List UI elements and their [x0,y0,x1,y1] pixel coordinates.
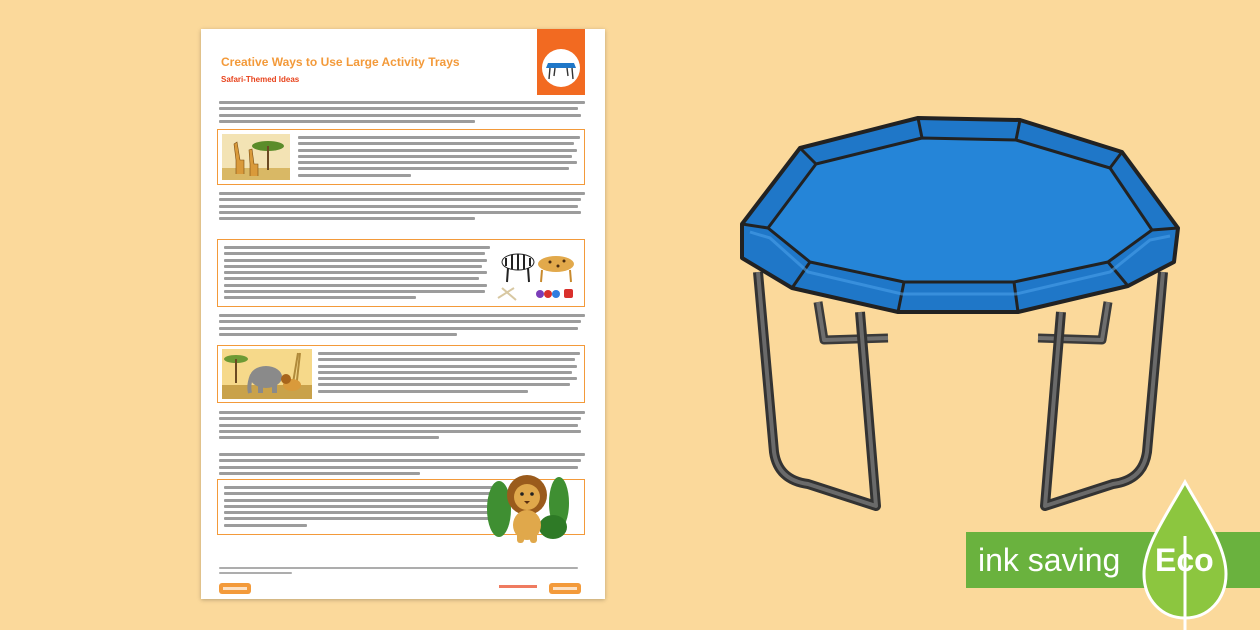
paragraph-4 [219,411,585,442]
activity-tray-icon [542,49,580,87]
idea-box-2-text [224,246,490,303]
paragraph-2 [219,192,585,223]
zebra-and-cheetah-icon [494,242,582,304]
idea-box-1-text [298,136,580,180]
idea-box-2 [217,239,585,307]
header-tab [537,29,585,95]
publisher-logo-left [219,581,251,592]
sheet-title: Creative Ways to Use Large Activity Trays [221,55,460,69]
giraffes-icon [222,134,290,180]
header-tab-circle [542,49,580,87]
idea-box-3-text [318,352,580,396]
idea-box-4-text [224,486,500,530]
idea-box-3 [217,345,585,403]
sheet-footnote [219,567,585,576]
ink-saving-label: ink saving [978,542,1121,578]
eco-ink-saving-badge [966,476,1260,630]
footer-link [499,585,537,588]
activity-ideas-sheet [201,29,605,599]
idea-box-1 [217,129,585,185]
eco-label: Eco [1155,542,1214,578]
blue-activity-tray-icon [738,112,1183,512]
publisher-logo-right [549,581,581,592]
paragraph-1 [219,101,585,126]
paragraph-3 [219,314,585,339]
lion-cub-icon [487,469,569,545]
sheet-subtitle: Safari-Themed Ideas [221,75,300,84]
elephant-and-lion-icon [222,349,312,399]
